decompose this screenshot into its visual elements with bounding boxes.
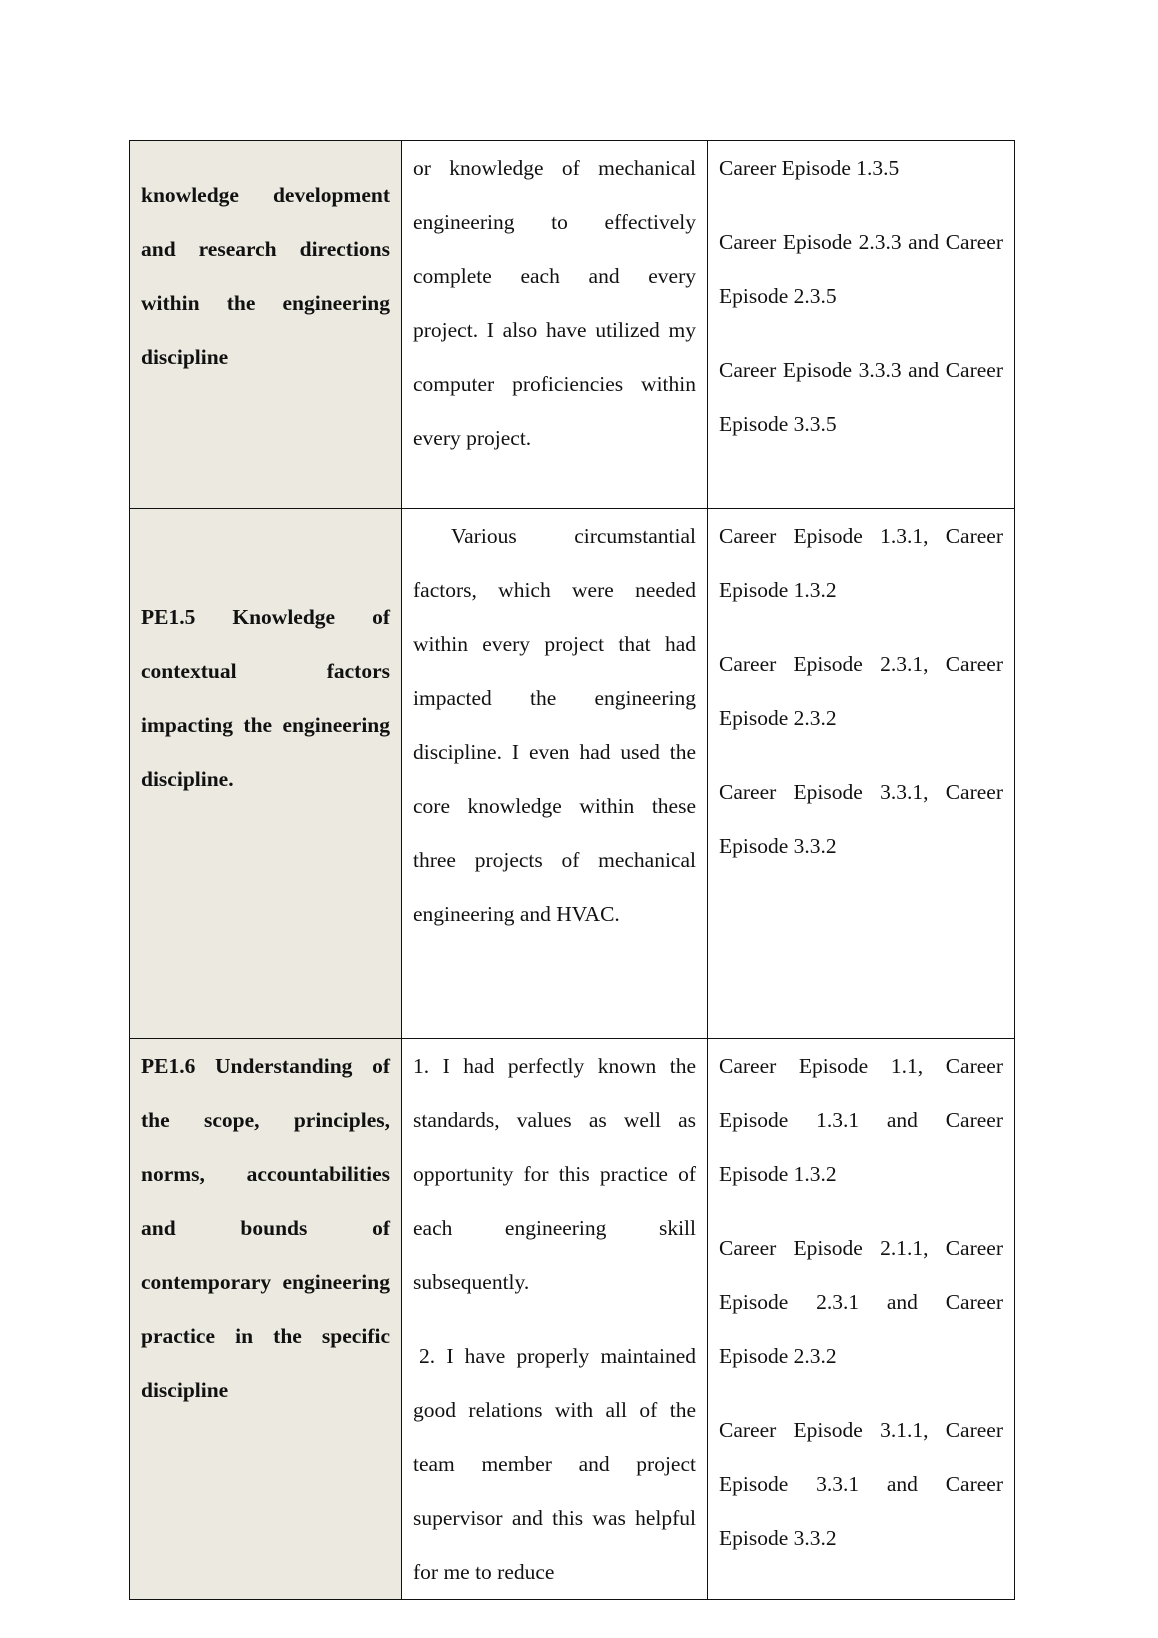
competency-table	[129, 140, 1015, 1600]
spacer	[719, 745, 1003, 765]
competency-cell	[130, 141, 402, 509]
reference-text: Career Episode 1.3.1, Career Episode 1.3.2	[719, 524, 1003, 602]
competency-label: PE1.5 Knowledge of contextual factors impacting the engineering discipline.	[141, 605, 390, 791]
spacer	[719, 195, 1003, 215]
explanation-text: Various circumstantial factors, which were needed within every project that had impacted the engineering discipline. I even had used the core knowledge within these three projects of mechanical engineering and HVAC.	[413, 524, 696, 926]
reference-text: Career Episode 1.3.5	[719, 156, 900, 180]
reference-text: Career Episode 1.1, Career Episode 1.3.1 and Career Episode 1.3.2	[719, 1054, 1003, 1186]
spacer	[719, 617, 1003, 637]
competency-cell	[130, 509, 402, 1039]
spacer	[719, 323, 1003, 343]
references-cell	[708, 141, 1015, 509]
explanation-text: 2. I have properly maintained good relations with all of the team member and project supervisor and this was helpful for me to reduce	[413, 1344, 696, 1584]
spacer	[413, 1309, 696, 1329]
reference-text: Career Episode 2.3.3 and Career Episode 2.3.5	[719, 230, 1003, 308]
explanation-cell	[402, 509, 708, 1039]
table-row	[130, 1039, 1015, 1600]
explanation-text: or knowledge of mechanical engineering to effectively complete each and every project. I also have utilized my computer proficiencies within every project.	[413, 156, 696, 450]
competency-cell	[130, 1039, 402, 1600]
references-cell	[708, 1039, 1015, 1600]
table-row	[130, 509, 1015, 1039]
references-cell	[708, 509, 1015, 1039]
competency-label: PE1.6 Understanding of the scope, principles, norms, accountabilities and bounds of contemporary engineering practice in the specific discipline	[141, 1054, 390, 1402]
reference-text: Career Episode 3.3.3 and Career Episode 3.3.5	[719, 358, 1003, 436]
explanation-text: 1. I had perfectly known the standards, values as well as opportunity for this practice of each engineering skill subsequently.	[413, 1054, 696, 1294]
spacer	[719, 1201, 1003, 1221]
competency-label: knowledge development and research directions within the engineering discipline	[141, 183, 390, 369]
reference-text: Career Episode 2.1.1, Career Episode 2.3.1 and Career Episode 2.3.2	[719, 1236, 1003, 1368]
explanation-cell	[402, 1039, 708, 1600]
reference-text: Career Episode 2.3.1, Career Episode 2.3.2	[719, 652, 1003, 730]
spacer	[719, 1383, 1003, 1403]
table-row	[130, 141, 1015, 509]
reference-text: Career Episode 3.1.1, Career Episode 3.3.1 and Career Episode 3.3.2	[719, 1418, 1003, 1550]
explanation-cell	[402, 141, 708, 509]
reference-text: Career Episode 3.3.1, Career Episode 3.3.2	[719, 780, 1003, 858]
